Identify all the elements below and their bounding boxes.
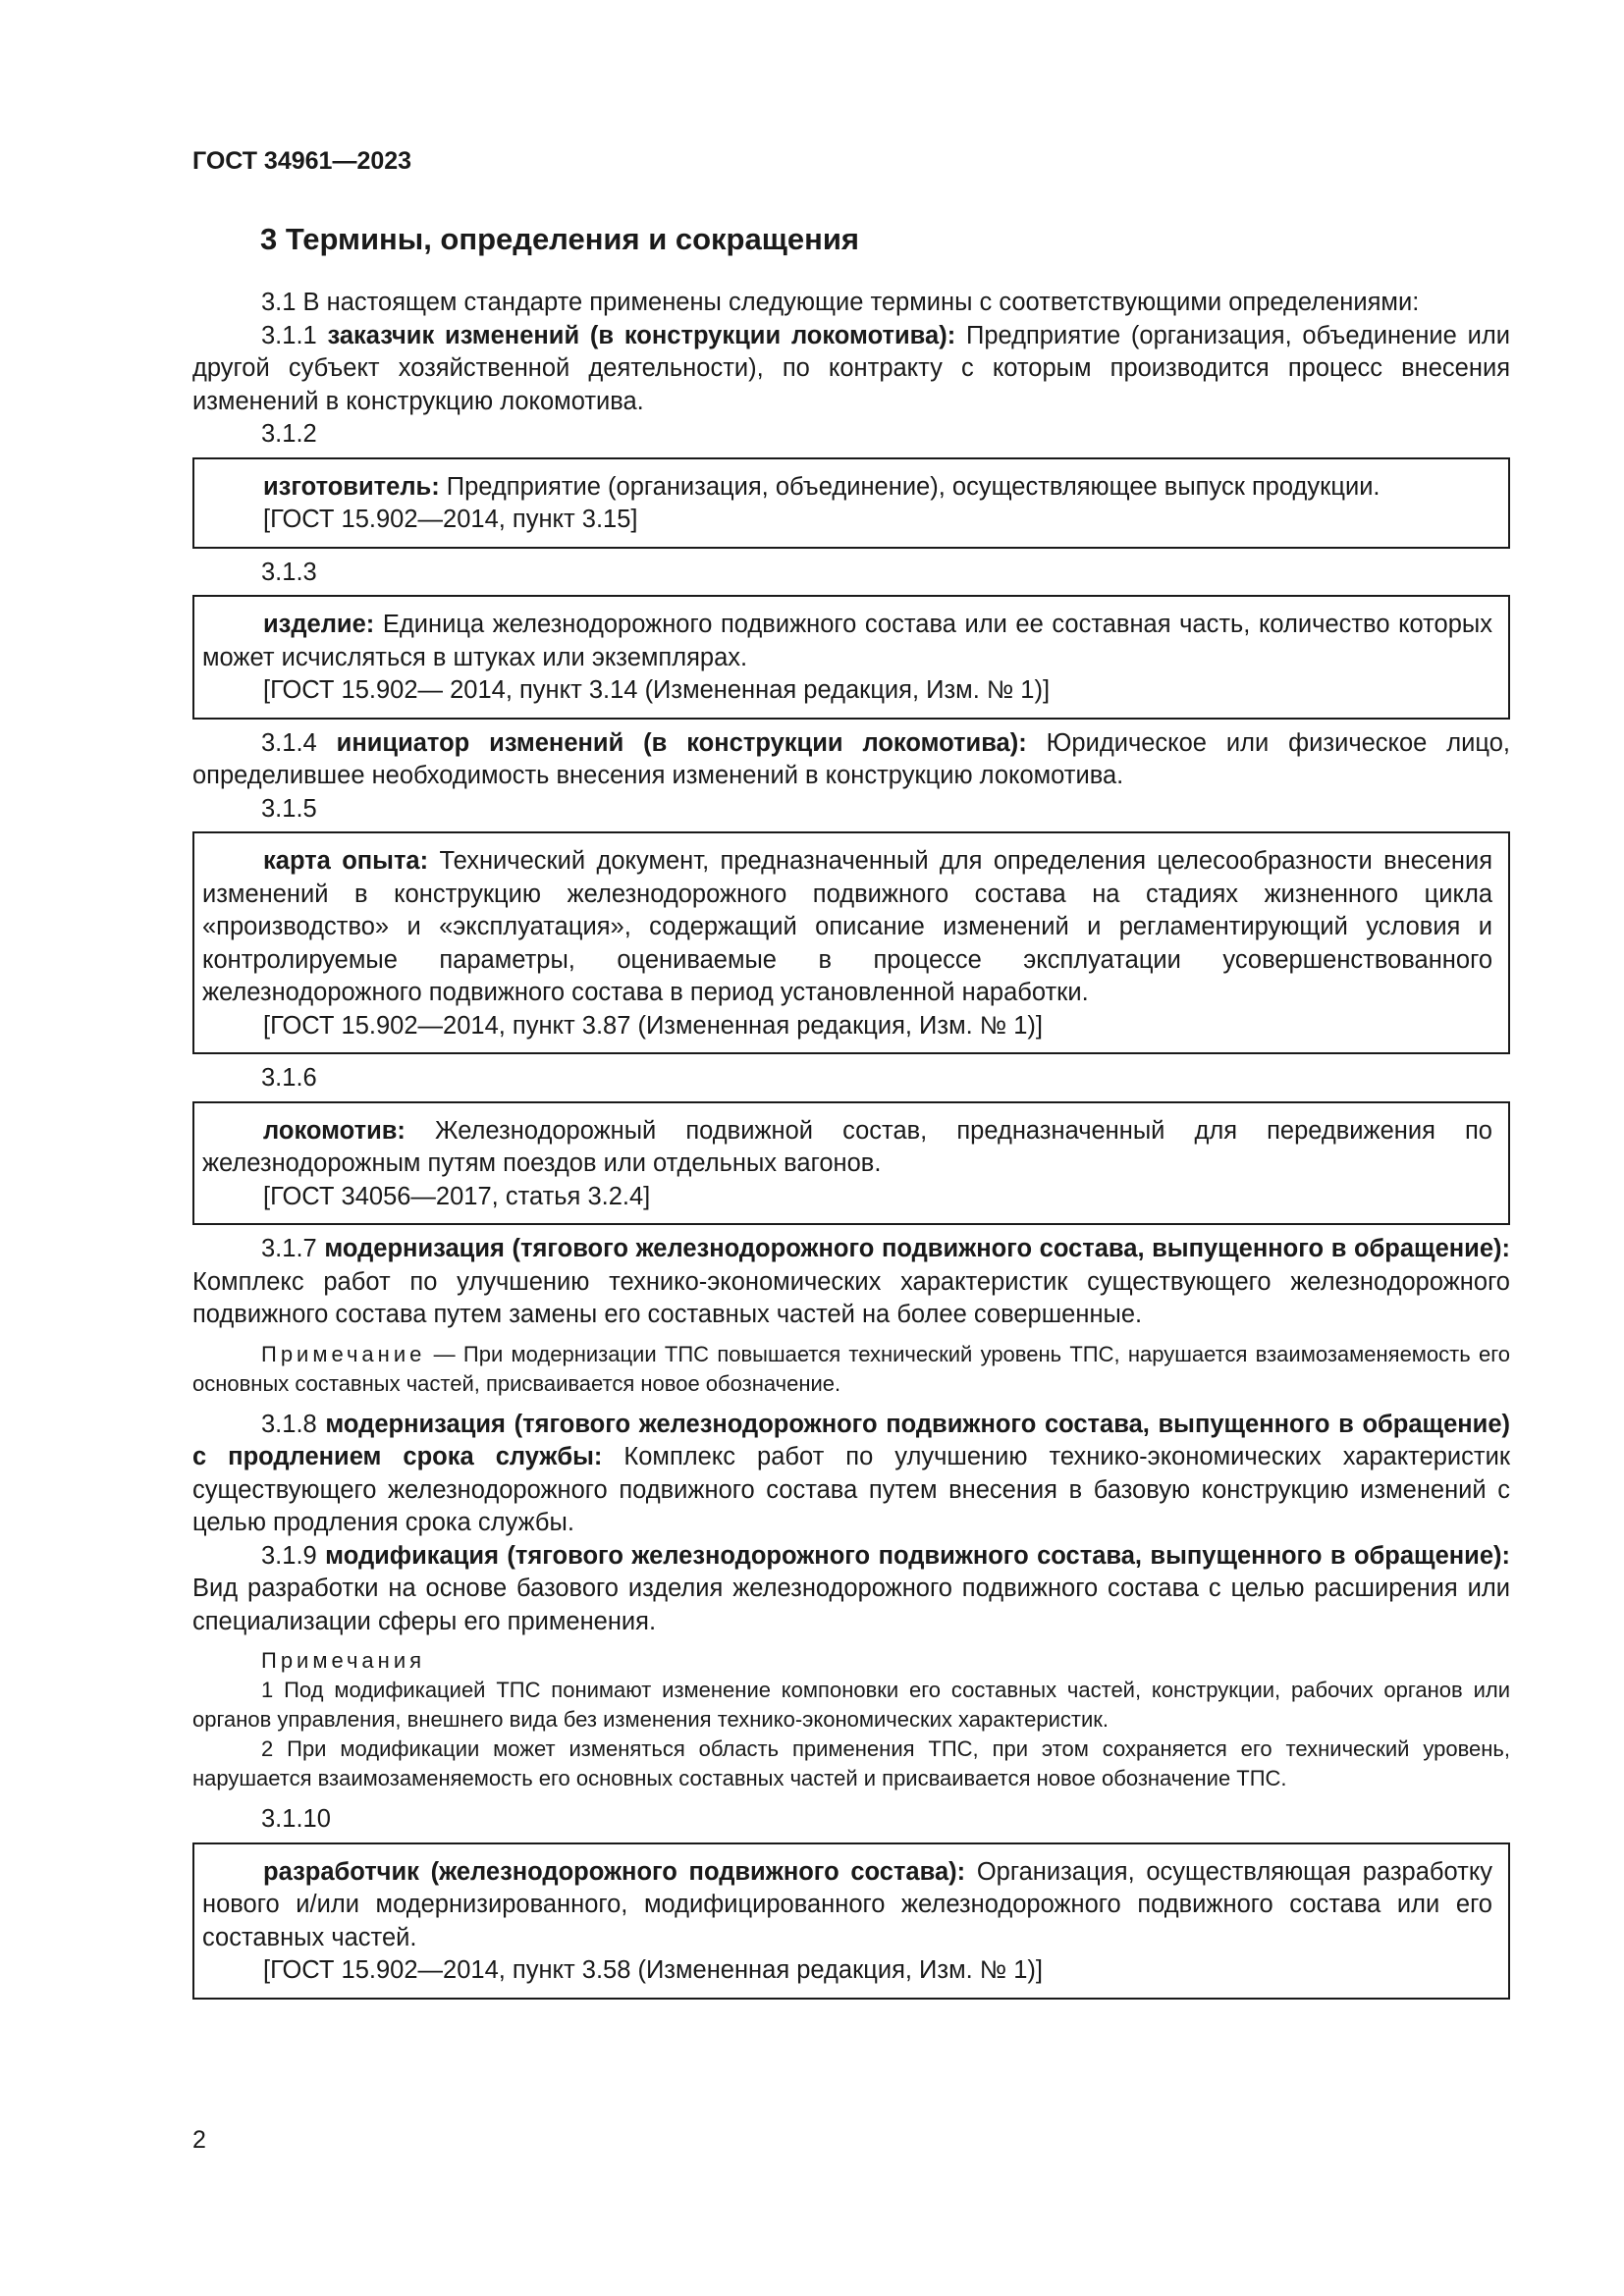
term-definition: Комплекс работ по улучшению технико-экономических характеристик существующего железнодорожного подвижного состава путем внесения в базовую конструкцию изменений с целью продления срока службы. <box>192 1443 1511 1536</box>
term-definition: Технический документ, предназначенный для определения целесообразности внесения изменений в конструкцию железнодорожного подвижного состава на стадиях жизненного цикла «производство» и «эксплуатация», содержащий описание изменений и регламентирующий условия и контролируемые параметры, оцениваемые в процессе эксплуатации усовершенствованного железнодорожного подвижного состава в период установленной наработки. <box>202 847 1492 1006</box>
note-label: Примечание <box>261 1341 426 1366</box>
note-2-3-1-9: 2 При модификации может изменяться область применения ТПС, при этом сохраняется его технический уровень, нарушается взаимозаменяемость его основных составных частей и присваивается новое обозначение ТПС. <box>192 1736 1510 1790</box>
note-text: — При модернизации ТПС повышается технический уровень ТПС, нарушается взаимозаменяемость его основных составных частей, присваивается новое обозначение. <box>192 1341 1510 1396</box>
term-number: 3.1.9 <box>261 1541 317 1570</box>
term-name: инициатор изменений (в конструкции локомотива): <box>336 728 1027 757</box>
term-name: карта опыта: <box>263 847 429 875</box>
term-definition: Вид разработки на основе базового изделия железнодорожного подвижного состава с целью расширения или специализации сферы его применения. <box>192 1575 1510 1635</box>
term-name: изготовитель: <box>263 472 440 501</box>
term-3-1-4 <box>192 727 1510 793</box>
term-name: модернизация (тягового железнодорожного подвижного состава, выпущенного в обращение) с продлением срока службы: <box>192 1410 1510 1470</box>
page-number: 2 <box>192 2126 206 2154</box>
term-name: модификация (тягового железнодорожного подвижного состава, выпущенного в обращение): <box>325 1541 1510 1570</box>
term-definition: Организация, осуществляющая разработку нового и/или модернизированного, модифицированного железнодорожного подвижного состава или его составных частей. <box>202 1857 1493 1951</box>
term-definition: Предприятие (организация, объединение или другой субъект хозяйственной деятельности), по контракту с которым производится процесс внесения изменений в конструкцию локомотива. <box>192 321 1510 415</box>
term-name: модернизация (тягового железнодорожного подвижного состава, выпущенного в обращение): <box>324 1235 1511 1262</box>
term-3-1-7 <box>192 1233 1510 1332</box>
term-number-3-1-10: 3.1.10 <box>261 1805 331 1833</box>
term-name: изделие: <box>263 611 375 638</box>
term-definition: Единица железнодорожного подвижного состава или ее составная часть, количество которых может исчисляться в штуках или экземплярах. <box>202 611 1492 671</box>
term-reference: [ГОСТ 15.902—2014, пункт 3.58 (Измененная редакция, Изм. № 1)] <box>263 1956 1043 1984</box>
term-number: 3.1.1 <box>261 321 317 349</box>
term-number-3-1-3: 3.1.3 <box>261 558 317 586</box>
term-reference: [ГОСТ 15.902—2014, пункт 3.15] <box>263 506 638 533</box>
term-name: локомотив: <box>263 1116 406 1145</box>
term-number-3-1-2: 3.1.2 <box>261 420 317 448</box>
term-reference: [ГОСТ 15.902—2014, пункт 3.87 (Измененная редакция, Изм. № 1)] <box>263 1011 1043 1040</box>
term-box-3-1-10 <box>192 1842 1510 2000</box>
term-number: 3.1.7 <box>261 1235 317 1262</box>
term-definition: Предприятие (организация, объединение), осуществляющее выпуск продукции. <box>446 472 1380 501</box>
term-box-3-1-5 <box>192 831 1510 1054</box>
term-name: заказчик изменений (в конструкции локомотива): <box>327 321 956 349</box>
term-definition: Железнодорожный подвижной состав, предназначенный для передвижения по железнодорожным путям поездов или отдельных вагонов. <box>202 1116 1492 1177</box>
term-definition: Юридическое или физическое лицо, определившее необходимость внесения изменений в конструкцию локомотива. <box>192 728 1510 789</box>
term-3-1-1 <box>192 320 1510 419</box>
term-number-3-1-5: 3.1.5 <box>261 794 317 823</box>
term-box-3-1-2 <box>192 457 1510 549</box>
section-title: 3 Термины, определения и сокращения <box>260 222 859 256</box>
intro-paragraph: 3.1 В настоящем стандарте применены следующие термины с соответствующими определениями: <box>261 289 1420 316</box>
term-3-1-8 <box>192 1409 1510 1540</box>
term-definition: Комплекс работ по улучшению технико-экономических характеристик существующего железнодорожного подвижного состава путем замены его составных частей на более совершенные. <box>192 1267 1510 1328</box>
document-header-id: ГОСТ 34961—2023 <box>192 147 412 175</box>
term-number-3-1-6: 3.1.6 <box>261 1064 317 1092</box>
term-box-3-1-3 <box>192 595 1510 720</box>
term-number: 3.1.8 <box>261 1410 317 1438</box>
term-number: 3.1.4 <box>261 728 317 757</box>
term-3-1-9 <box>192 1540 1510 1639</box>
terms-body <box>192 287 1510 2007</box>
notes-label-3-1-9: Примечания <box>261 1648 426 1673</box>
term-reference: [ГОСТ 15.902— 2014, пункт 3.14 (Измененная редакция, Изм. № 1)] <box>263 676 1051 704</box>
term-box-3-1-6 <box>192 1101 1510 1226</box>
note-1-3-1-9: 1 Под модификацией ТПС понимают изменение компоновки его составных частей, конструкции, рабочих органов или органов управления, внешнего вида без изменения технико-экономических характеристик. <box>192 1678 1510 1732</box>
term-name: разработчик (железнодорожного подвижного состава): <box>263 1857 966 1886</box>
term-reference: [ГОСТ 34056—2017, статья 3.2.4] <box>263 1182 651 1210</box>
note-3-1-7 <box>192 1340 1510 1399</box>
